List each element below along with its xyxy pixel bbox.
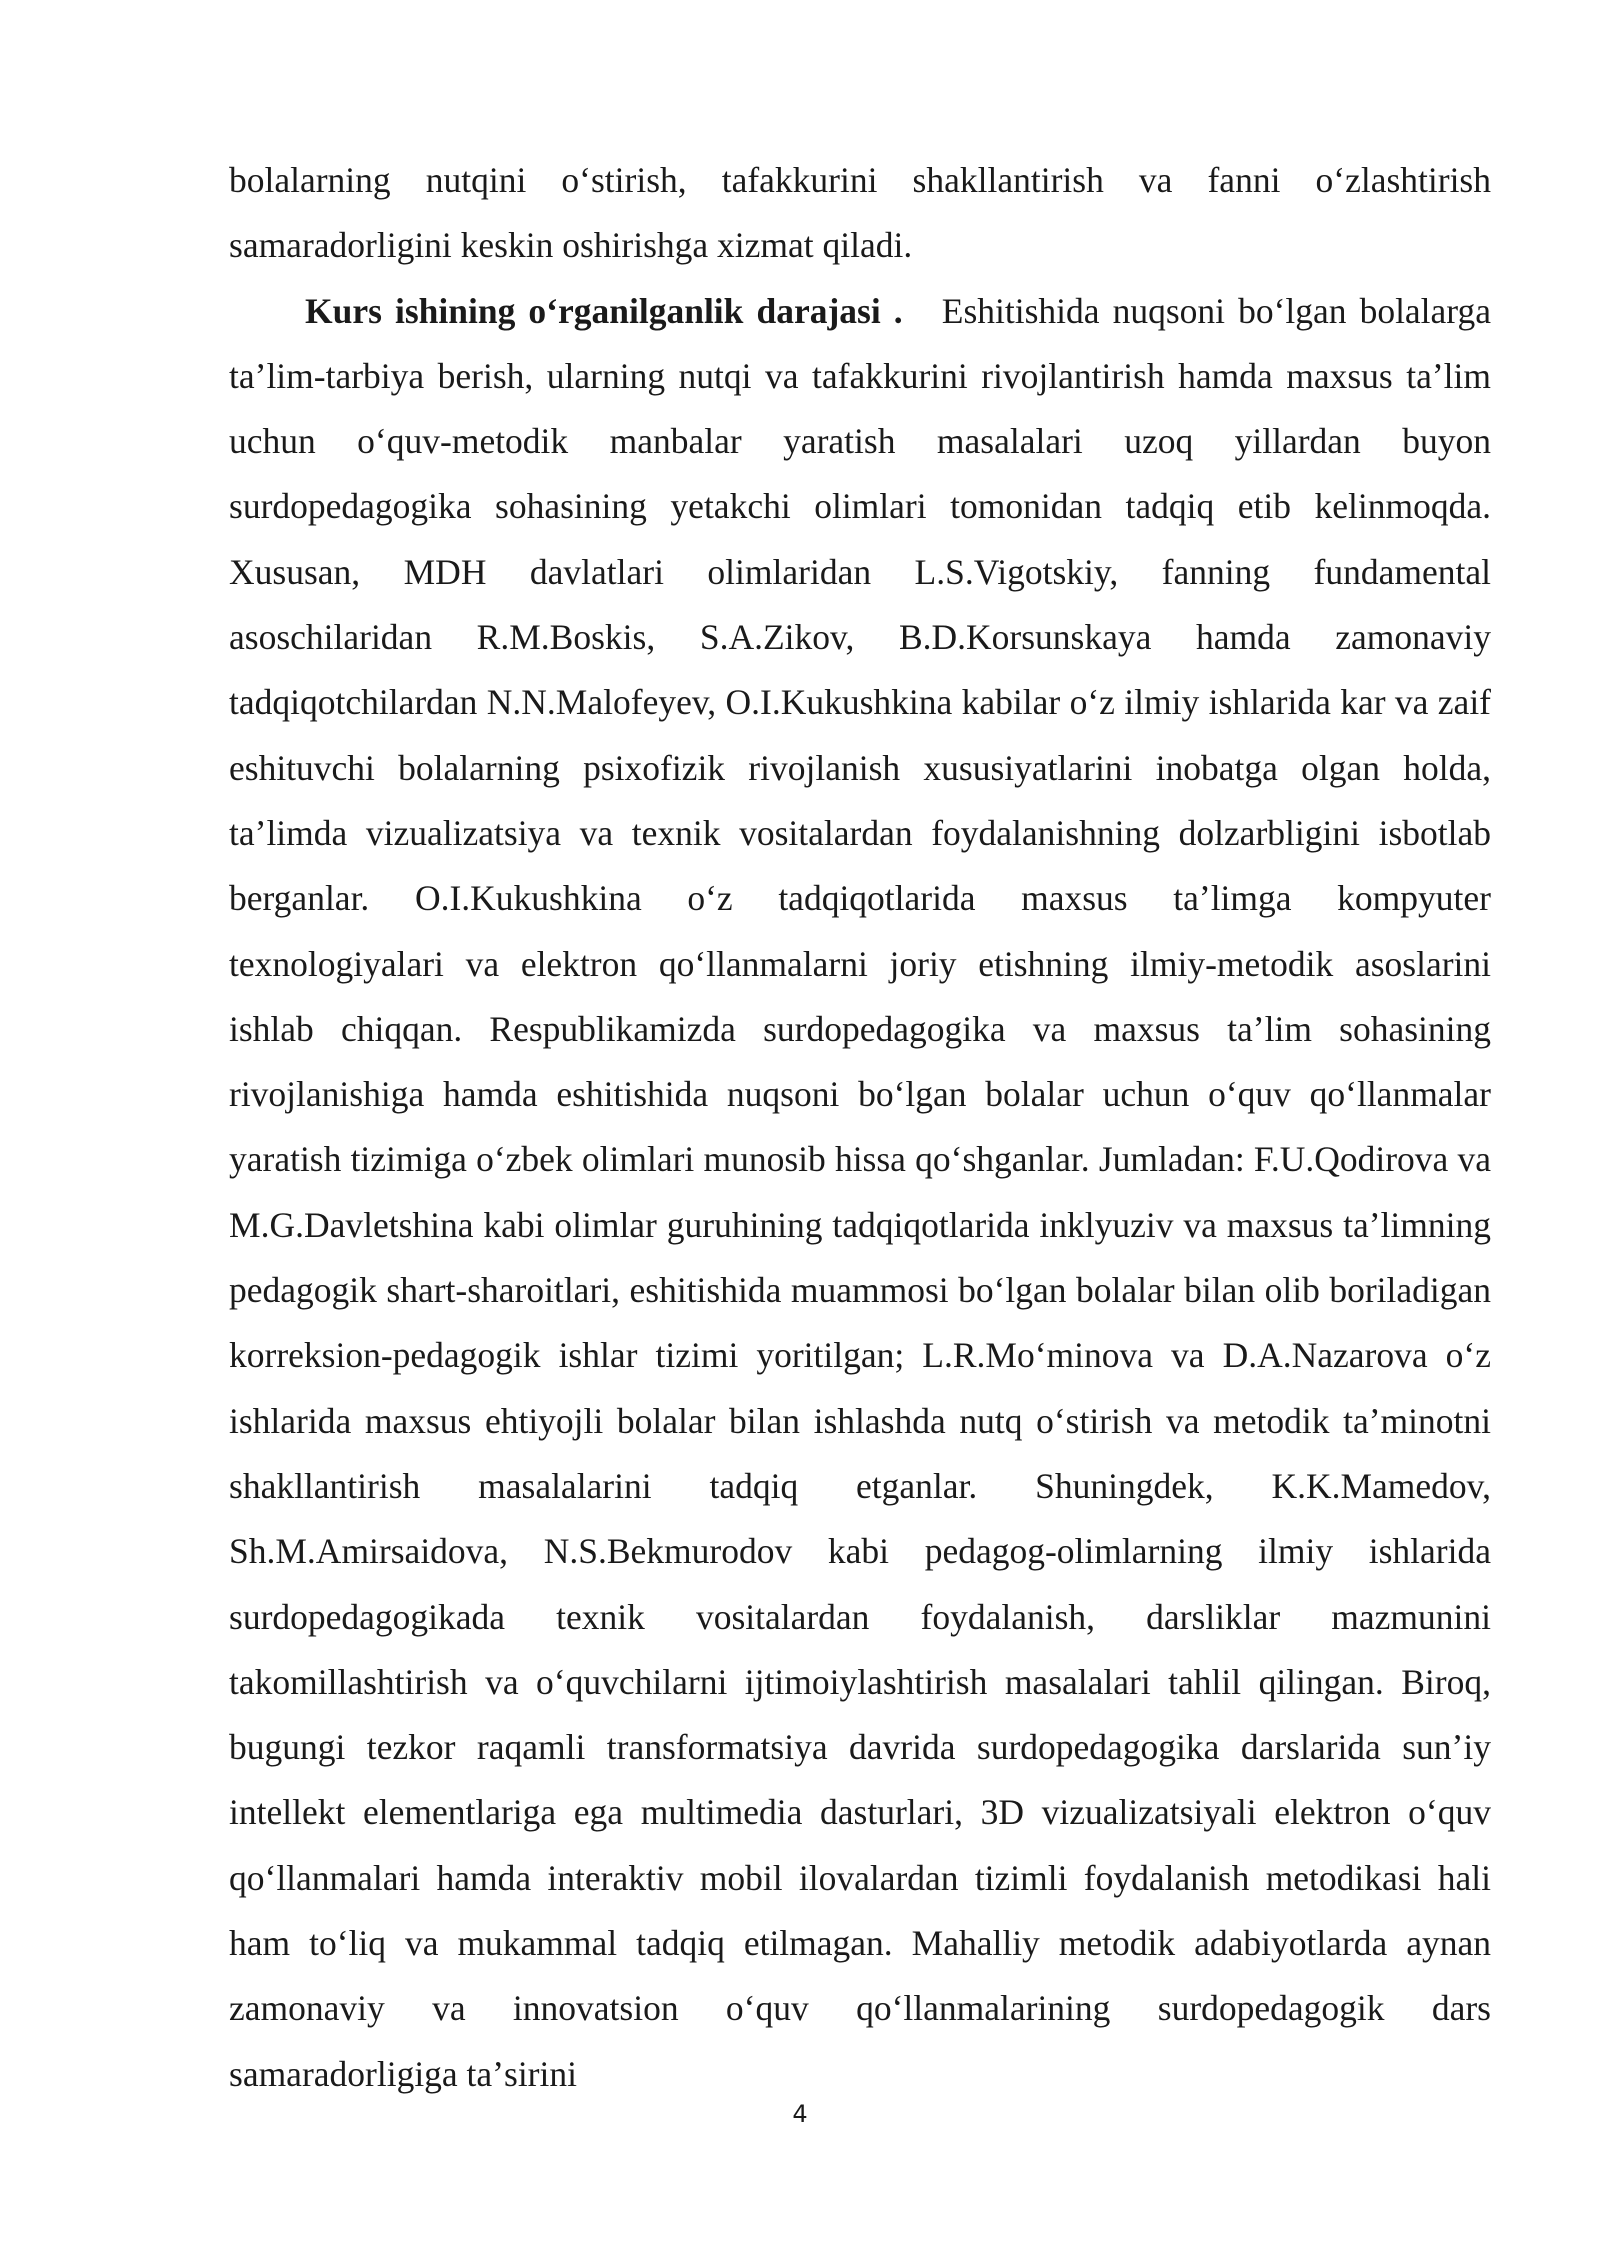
paragraph-continuation: bolalarning nutqini oʻstirish, tafakkurini shakllantirish va fanni oʻzlashtirish samaradorligini keskin oshirishga xizmat qiladi. xyxy=(229,160,1491,266)
body-text xyxy=(229,148,1491,2107)
page-number: 4 xyxy=(792,2100,808,2128)
section-heading: Kurs ishining oʻrganilganlik darajasi . xyxy=(305,290,903,331)
paragraph-study-level xyxy=(229,279,1491,2107)
paragraph-body: Eshitishida nuqsoni boʻlgan bolalarga taʼlim-tarbiya berish, ularning nutqi va tafakkurini rivojlantirish hamda maxsus taʼlim uchun oʻquv-metodik manbalar yaratish masalalari uzoq yillardan buyon surdopedagogika sohasining yetakchi olimlari tomonidan tadqiq etib kelinmoqda. Xususan, MDH davlatlari olimlaridan L.S.Vigotskiy, fanning fundamental asoschilaridan R.M.Boskis, S.A.Zikov, B.D.Korsunskaya hamda zamonaviy tadqiqotchilardan N.N.Malofeyev, O.I.Kukushkina kabilar oʻz ilmiy ishlarida kar va zaif eshituvchi bolalarning psixofizik rivojlanish xususiyatlarini inobatga olgan holda, taʼlimda vizualizatsiya va texnik vositalardan foydalanishning dolzarbligini isbotlab berganlar. O.I.Kukushkina oʻz tadqiqotlarida maxsus taʼlimga kompyuter texnologiyalari va elektron qoʻllanmalarni joriy etishning ilmiy-metodik asoslarini ishlab chiqqan. Respublikamizda surdopedagogika va maxsus taʼlim sohasining rivojlanishiga hamda eshitishida nuqsoni boʻlgan bolalar uchun oʻquv qoʻllanmalar yaratish tizimiga oʻzbek olimlari munosib hissa qoʻshganlar. Jumladan: F.U.Qodirova va M.G.Davletshina kabi olimlar guruhining tadqiqotlarida inklyuziv va maxsus taʼlimning pedagogik shart-sharoitlari, eshitishida muammosi boʻlgan bolalar bilan olib boriladigan korreksion-pedagogik ishlar tizimi yoritilgan; L.R.Moʻminova va D.A.Nazarova oʻz ishlarida maxsus ehtiyojli bolalar bilan ishlashda nutq oʻstirish va metodik taʼminotni shakllantirish masalalarini tadqiq etganlar. Shuningdek, K.K.Mamedov, Sh.M.Amirsaidova, N.S.Bekmurodov kabi pedagog-olimlarning ilmiy ishlarida surdopedagogikada texnik vositalardan foydalanish, darsliklar mazmunini takomillashtirish va oʻquvchilarni ijtimoiylashtirish masalalari tahlil qilingan. Biroq, bugungi tezkor raqamli transformatsiya davrida surdopedagogika darslarida sunʼiy intellekt elementlariga ega multimedia dasturlari, 3D vizualizatsiyali elektron oʻquv qoʻllanmalari hamda interaktiv mobil ilovalardan tizimli foydalanish metodikasi hali ham toʻliq va mukammal tadqiq etilmagan. Mahalliy metodik adabiyotlarda aynan zamonaviy va innovatsion oʻquv qoʻllanmalarining surdopedagogik dars samaradorligiga taʼsirini xyxy=(229,290,1491,2094)
